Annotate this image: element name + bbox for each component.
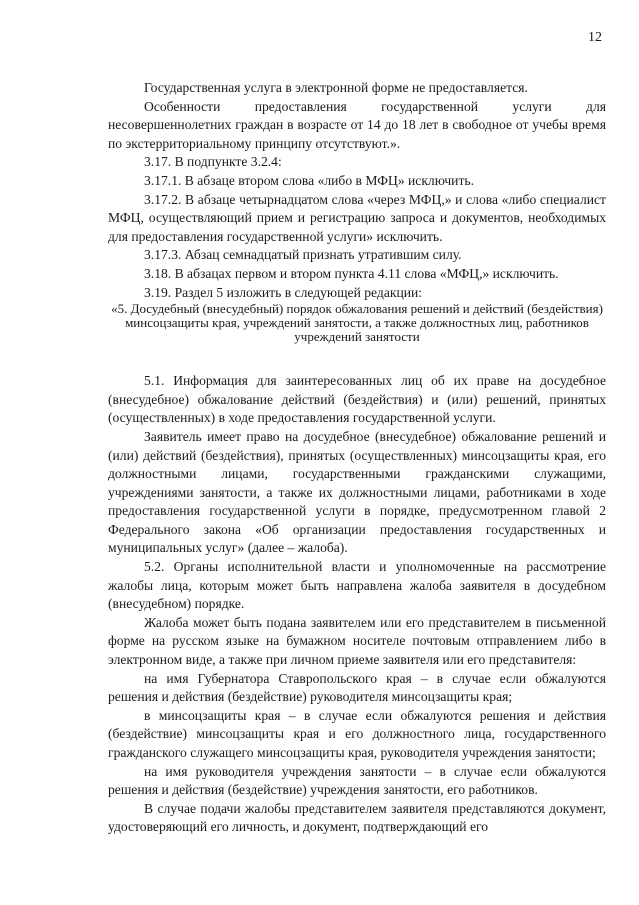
document-body (108, 79, 606, 837)
section-paragraph: В случае подачи жалобы представителем заявителя представляются документ, удостоверяющий его личность, и документ, подтверждающий его (108, 800, 606, 835)
paragraph: 3.18. В абзацах первом и втором пункта 4.11 слова «МФЦ,» исключить. (144, 265, 559, 281)
section-paragraph: Заявитель имеет право на досудебное (внесудебное) обжалование решений и (или) действий (бездействия), принятых (осуществленных) минсоцзащиты края, его должностными лицами, государственными гражданскими служащими, учреждениями занятости, а также их должностными лицами, работниками в ходе предоставления государственной услуги в порядке, предусмотренном главой 2 Федерального закона «Об организации предоставления государственных и муниципальных услуг» (далее – жалоба). (108, 428, 606, 556)
section-paragraph: на имя руководителя учреждения занятости – в случае если обжалуются решения и действия (бездействие) учреждения занятости, его работников. (108, 763, 606, 798)
paragraph: 3.17.2. В абзаце четырнадцатом слова «через МФЦ,» и слова «либо специалист МФЦ, осуществляющий прием и регистрацию запроса и документов, необходимых для предоставления государственной услуги» исключить. (108, 191, 606, 244)
section-heading: «5. Досудебный (внесудебный) порядок обжалования решений и действий (бездействия) минсоцзащиты края, учреждений занятости, а также должностных лиц, работников учреждений занятости (111, 301, 603, 345)
page-number: 12 (588, 30, 602, 45)
paragraph: 3.17. В подпункте 3.2.4: (144, 154, 282, 170)
section-paragraph: на имя Губернатора Ставропольского края – в случае если обжалуются решения и действия (бездействие) руководителя минсоцзащиты края; (108, 670, 606, 705)
section-paragraph: 5.2. Органы исполнительной власти и уполномоченные на рассмотрение жалобы лица, которым может быть направлена жалоба заявителя в досудебном (внесудебном) порядке. (108, 559, 606, 612)
spacer (108, 348, 606, 372)
paragraph: Особенности предоставления государственной услуги для несовершеннолетних граждан в возрасте от 14 до 18 лет в свободное от учебы время по экстерриториальному принципу отсутствуют.». (108, 98, 606, 151)
paragraph: 3.17.1. В абзаце втором слова «либо в МФЦ» исключить. (144, 172, 474, 188)
paragraph: 3.17.3. Абзац семнадцатый признать утратившим силу. (144, 247, 462, 263)
section-paragraph: 5.1. Информация для заинтересованных лиц об их праве на досудебное (внесудебное) обжалование действий (бездействия) и (или) решений, принятых (осуществленных) в ходе предоставления государственной услуги. (108, 373, 606, 426)
paragraph: Государственная услуга в электронной форме не предоставляется. (144, 80, 528, 95)
section-paragraph: Жалоба может быть подана заявителем или его представителем в письменной форме на русском языке на бумажном носителе почтовым отправлением либо в электронном виде, а также при личном приеме заявителя или его представителя: (108, 614, 606, 668)
paragraph: 3.19. Раздел 5 изложить в следующей редакции: (144, 284, 423, 300)
section-paragraph: в минсоцзащиты края – в случае если обжалуются решения и действия (бездействие) минсоцзащиты края и его должностного лица, государственного гражданского служащего минсоцзащиты края, руководителя учреждения занятости; (108, 707, 606, 760)
